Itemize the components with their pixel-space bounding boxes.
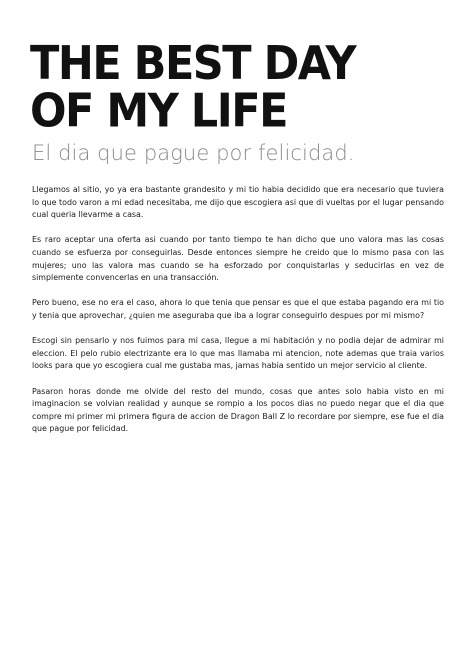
paragraph-3: Pero bueno, ese no era el caso, ahora lo que tenia que pensar es que el que estaba pagando era mi tio y tenia que aprovechar, ¿quien me aseguraba que iba a lograr conseguirlo despues por mi mismo? <box>32 298 444 320</box>
paragraph-5: Pasaron horas donde me olvide del resto del mundo, cosas que antes solo habia visto en mi imaginacion se volvian realidad y aunque se rompio a los pocos dias no puedo negar que el dia que compre mi primer mi primera figura de accion de Dragon Ball Z lo recordare por siempre, ese fue el dia que pague por felicidad. <box>32 386 444 434</box>
article-body <box>32 184 444 448</box>
title-line-1: THE BEST DAY <box>30 36 356 91</box>
page-subtitle: El dia que pague por felicidad. <box>32 141 355 165</box>
paragraph-2: Es raro aceptar una oferta asi cuando por tanto tiempo te han dicho que uno valora mas las cosas cuando se esfuerza por conseguirlas. Desde entonces siempre he creido que lo mismo pasa con las mujeres; uno las valora mas cuando se ha esforzado por conquistarlas y seducirlas en vez de simplemente convencerlas en una transacción. <box>32 235 444 283</box>
paragraph-1: Llegamos al sitio, yo ya era bastante grandesito y mi tio habia decidido que era necesario que tuviera lo que todo varon a mi edad necesitaba, me dijo que escogiera asi que di vueltas por el lugar pensando cual queria llevarme a casa. <box>32 185 444 220</box>
title-line-2: OF MY LIFE <box>30 84 287 139</box>
page-title <box>30 36 450 139</box>
paragraph-4: Escogi sin pensarlo y nos fuimos para mi casa, llegue a mi habitación y no podia dejar de admirar mi eleccion. El pelo rubio electrizante era lo que mas llamaba mi atencion, note ademas que traia varios looks para que yo escogiera cual me gustaba mas, jamas habia sentido un mejor servicio al cliente. <box>32 336 444 371</box>
